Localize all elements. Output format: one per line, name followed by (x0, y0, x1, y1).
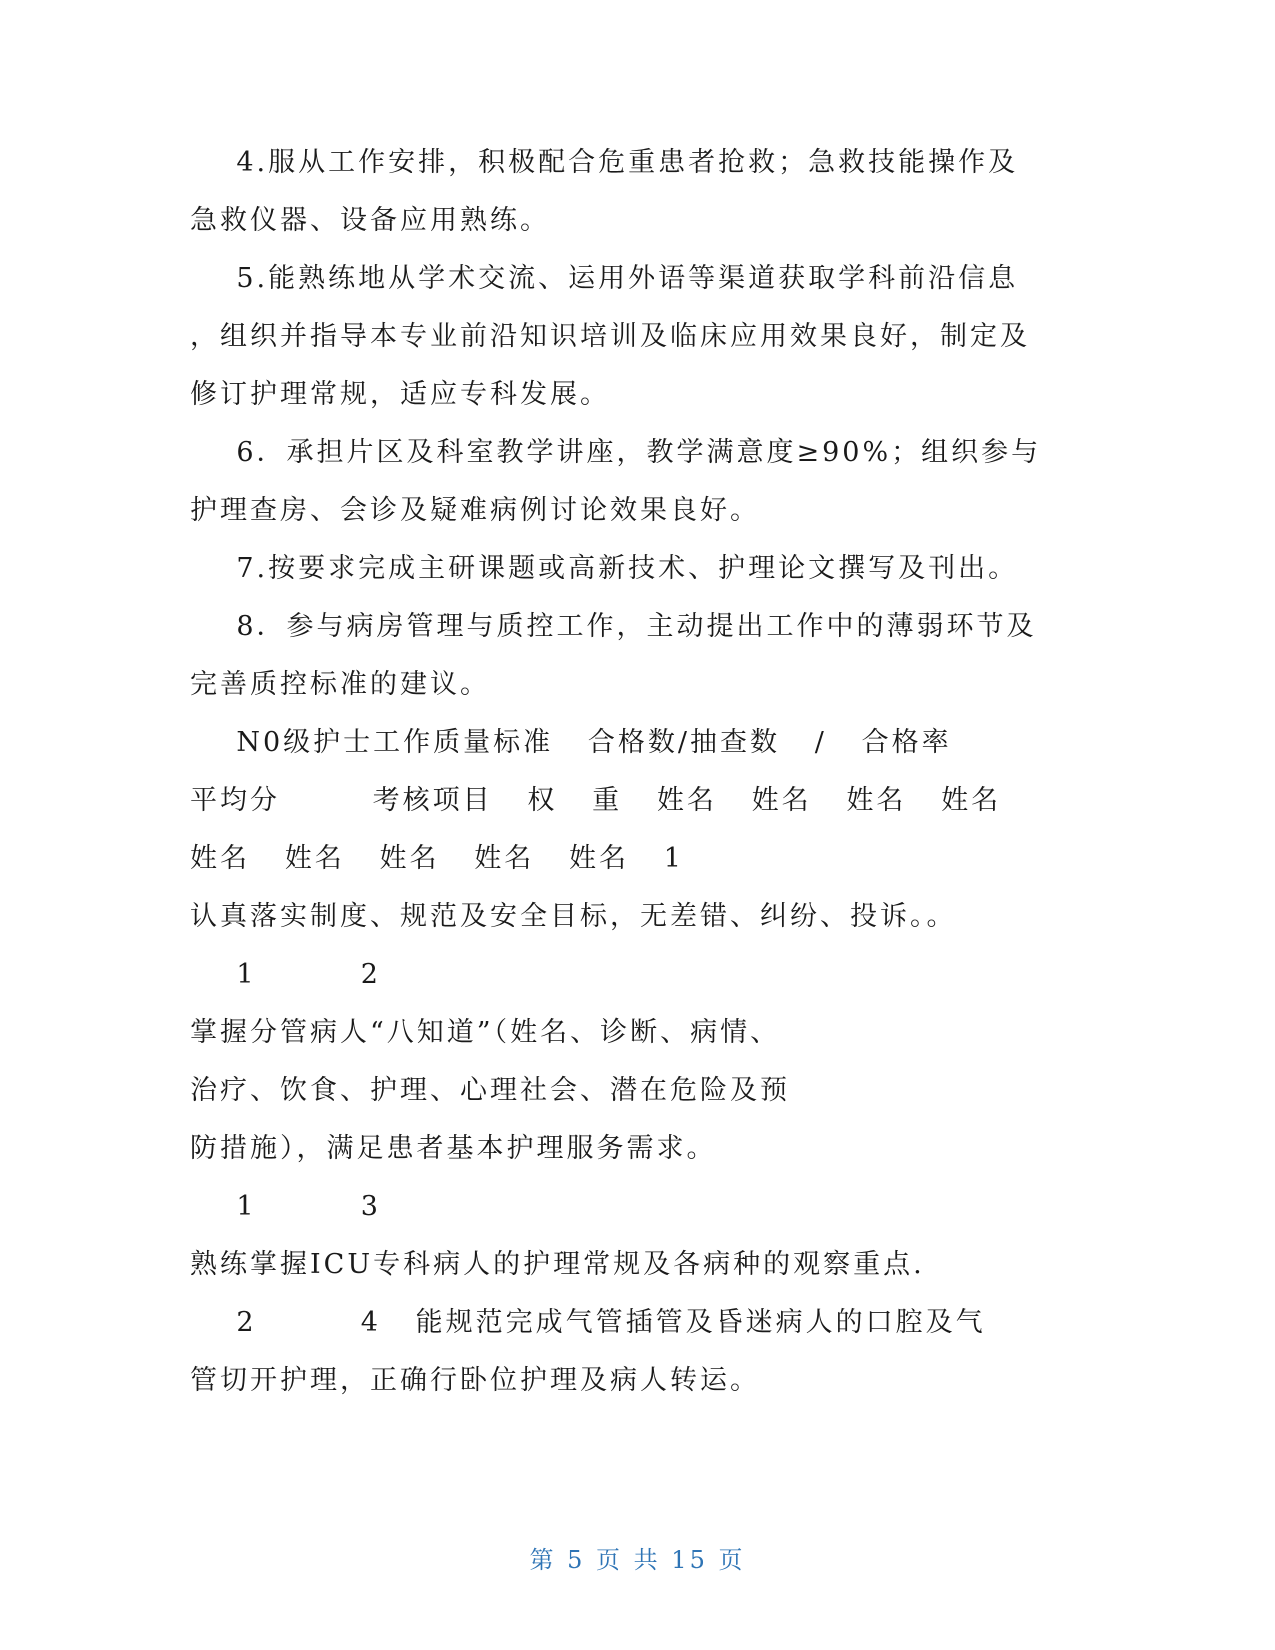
table-cell-line: 2 4 能规范完成气管插管及昏迷病人的口腔及气 (190, 1307, 986, 1338)
table-header-line: 平均分 考核项目 权 重 姓名 姓名 姓名 姓名 (190, 785, 1002, 816)
text-line: 5.能熟练地从学术交流、运用外语等渠道获取学科前沿信息 (190, 263, 1019, 294)
table-cell-line: 掌握分管病人“八知道”（姓名、诊断、病情、 (190, 1017, 781, 1048)
text-line: 护理查房、会诊及疑难病例讨论效果良好。 (190, 495, 760, 526)
table-header-line: 姓名 姓名 姓名 姓名 姓名 1 (190, 843, 684, 874)
text-line: 6．承担片区及科室教学讲座，教学满意度≥90%；组织参与 (190, 437, 1042, 468)
text-line: 修订护理常规，适应专科发展。 (190, 379, 610, 410)
table-cell-line: 防措施），满足患者基本护理服务需求。 (190, 1133, 717, 1164)
table-cell-line: 1 2 (190, 959, 381, 990)
text-line: 完善质控标准的建议。 (190, 669, 490, 700)
page-number: 第 5 页 共 15 页 (529, 1546, 746, 1574)
text-line: 急救仪器、设备应用熟练。 (190, 205, 550, 236)
table-header-line: N0级护士工作质量标准 合格数/抽查数 / 合格率 (190, 727, 952, 758)
table-cell-line: 管切开护理，正确行卧位护理及病人转运。 (190, 1365, 760, 1396)
text-line: 8．参与病房管理与质控工作，主动提出工作中的薄弱环节及 (190, 611, 1037, 642)
table-cell-line: 1 3 (190, 1191, 381, 1222)
table-cell-line: 熟练掌握ICU专科病人的护理常规及各病种的观察重点. (190, 1249, 925, 1280)
text-line: 7.按要求完成主研课题或高新技术、护理论文撰写及刊出。 (190, 553, 1019, 584)
table-cell-line: 认真落实制度、规范及安全目标，无差错、纠纷、投诉。。 (190, 901, 957, 932)
table-cell-line: 治疗、饮食、护理、心理社会、潜在危险及预 (190, 1075, 790, 1106)
text-line: 4.服从工作安排，积极配合危重患者抢救；急救技能操作及 (190, 147, 1019, 178)
text-line: ，组织并指导本专业前沿知识培训及临床应用效果良好，制定及 (190, 321, 1030, 352)
